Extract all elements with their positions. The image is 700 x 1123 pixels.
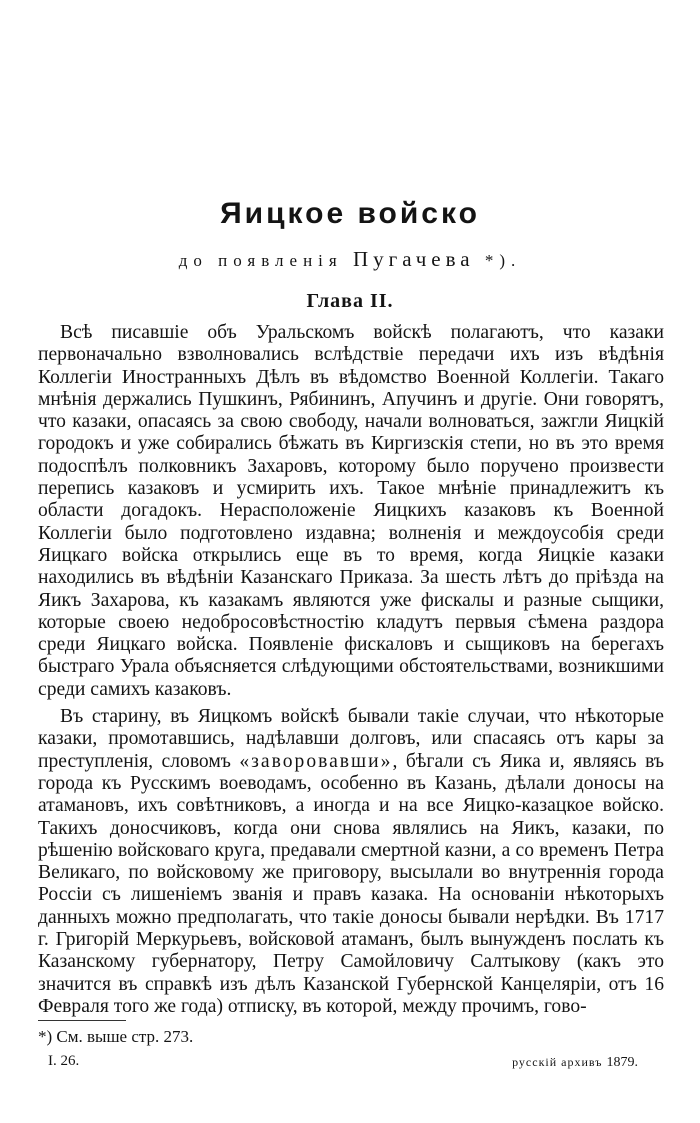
footnote-marker: *). bbox=[484, 251, 522, 270]
article-subtitle bbox=[0, 247, 700, 273]
printer-signature: I. 26. bbox=[48, 1053, 80, 1069]
paragraph-2-emphasis: «заворовавши» bbox=[239, 750, 393, 772]
article-title: Яицкое войско bbox=[220, 197, 480, 230]
paragraph-1: Всѣ писавшіе объ Уральскомъ войскѣ полагаютъ, что казаки первоначально взволновались вслѣдствіе передачи ихъ изъ вѣдѣнія Коллегіи Иностранныхъ Дѣлъ въ вѣдомство Военной Коллегіи. Такаго мнѣнія держались Пушкинъ, Рябининъ, Апучинъ и другіе. Они говорятъ, что казаки, опасаясь за свою свободу, начали волноваться, зажгли Яицкій городокъ и уже собирались бѣжать въ Киргизскія степи, но въ это время подоспѣлъ полковникъ Захаровъ, которому было поручено произвести перепись казаковъ и усмирить ихъ. Такое мнѣніе принадлежитъ къ области догадокъ. Нерасположеніе Яицкихъ казаковъ къ Военной Коллегіи было подготовлено издавна; волненія и междоусобія среди Яицкаго войска открылись еще въ то время, когда Яицкіе казаки находились въ вѣдѣніи Казанскаго Приказа. За шесть лѣтъ до пріѣзда на Яикъ Захарова, къ казакамъ являются уже фискалы и разные сыщики, которые своею недобросовѣстностію кладутъ первыя сѣмена раздора среди Яицкаго войска. Появленіе фискаловъ и сыщиковъ на берегахъ быстраго Урала объясняется слѣдующими обстоятельствами, возникшими среди самихъ казаковъ. bbox=[38, 322, 664, 700]
paragraph-2-rest: , бѣгали съ Яика и, являясь въ города къ Русскимъ воеводамъ, особенно въ Казань, дѣлали доносы на атамановъ, ихъ совѣтниковъ, а иногда и на все Яицко-казацкое войско. Такихъ доносчиковъ, когда они снова являлись на Яикъ, казаки, по рѣшенію войсковаго круга, предавали смертной казни, а со временъ Петра Великаго, по войсковому же приговору, высылали во внутреннія города Россіи съ лишеніемъ званія и правъ казака. На основаніи нѣкоторыхъ данныхъ можно предполагать, что такіе доносы бывали нерѣдки. Въ 1717 г. Григорій Меркурьевъ, войсковой атаманъ, былъ вынужденъ послать къ Казанскому губернатору, Петру Самойловичу Салтыкову (какъ это значится въ справкѣ изъ дѣлъ Казанской Губернской Канцеляріи, отъ 16 Февраля того же года) отписку, въ которой, между прочимъ, гово- bbox=[38, 750, 664, 1017]
chapter-heading: Глава II. bbox=[306, 290, 394, 312]
subtitle-prefix: до появленія bbox=[178, 251, 343, 270]
journal-name: русскій архивъ bbox=[512, 1055, 603, 1069]
paragraph-2 bbox=[38, 706, 664, 1018]
footnote-rule bbox=[38, 1020, 126, 1021]
journal-year: 1879. bbox=[606, 1055, 638, 1070]
body-text bbox=[38, 322, 664, 1018]
footnote: *) См. выше стр. 273. bbox=[38, 1027, 194, 1046]
paragraph-2-start: Въ старину, въ Яицкомъ войскѣ бывали такіе случаи, что нѣкоторые казаки, промотавшись, надѣлавши долговъ, или спасаясь отъ кары за преступленія, словомъ bbox=[38, 706, 664, 772]
running-footer bbox=[512, 1054, 638, 1071]
subtitle-name: Пугачева bbox=[352, 247, 475, 271]
